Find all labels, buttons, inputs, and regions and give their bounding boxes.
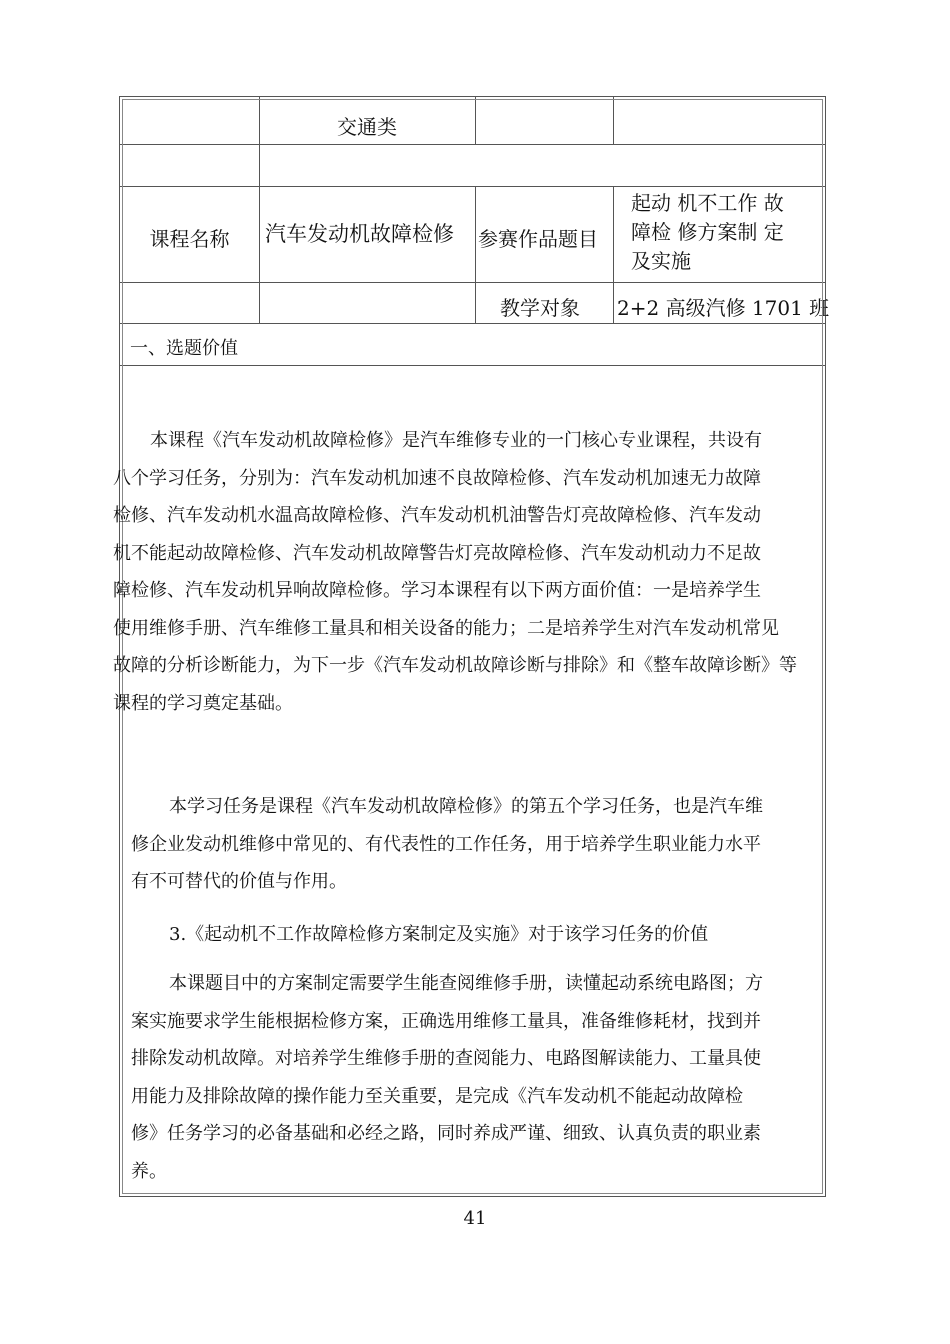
work-title-line: 及实施	[631, 249, 691, 273]
paragraph-task-value	[131, 788, 763, 901]
text-line: 机不能起动故障检修、汽车发动机故障警告灯亮故障检修、汽车发动机动力不足故	[113, 542, 761, 564]
teaching-target-value: 2+2 高级汽修 1701 班	[617, 296, 830, 320]
text-line: 养。	[131, 1160, 167, 1182]
category-cell: 交通类	[337, 115, 397, 139]
teaching-target-label: 教学对象	[500, 296, 580, 320]
work-title-label: 参赛作品题目	[478, 227, 598, 251]
row-divider	[120, 144, 825, 145]
text-line: 排除发动机故障。对培养学生维修手册的查阅能力、电路图解读能力、工量具使	[131, 1048, 761, 1069]
row-divider	[120, 282, 825, 283]
text-line: 修企业发动机维修中常见的、有代表性的工作任务，用于培养学生职业能力水平	[131, 833, 761, 855]
section-title: 一、选题价值	[130, 338, 238, 359]
text-line: 修》任务学习的必备基础和必经之路，同时养成严谨、细致、认真负责的职业素	[131, 1123, 761, 1144]
page-number: 41	[463, 1208, 487, 1229]
text-line: 使用维修手册、汽车维修工量具和相关设备的能力；二是培养学生对汽车发动机常见	[113, 617, 779, 639]
row-divider	[120, 323, 825, 324]
text-line: 检修、汽车发动机水温高故障检修、汽车发动机机油警告灯亮故障检修、汽车发动	[113, 505, 761, 526]
text-line: 有不可替代的价值与作用。	[131, 871, 347, 892]
work-title-line: 起动 机不工作 故	[631, 191, 784, 215]
column-divider	[475, 97, 476, 144]
text-line: 本学习任务是课程《汽车发动机故障检修》的第五个学习任务，也是汽车维	[169, 796, 763, 817]
subsection-heading: 3.《起动机不工作故障检修方案制定及实施》对于该学习任务的价值	[169, 924, 709, 945]
text-line: 用能力及排除故障的操作能力至关重要，是完成《汽车发动机不能起动故障检	[131, 1085, 743, 1107]
text-line: 案实施要求学生能根据检修方案，正确选用维修工量具，准备维修耗材，找到并	[131, 1010, 761, 1032]
column-divider	[613, 97, 614, 144]
row-divider	[120, 186, 825, 187]
text-line: 课程的学习奠定基础。	[113, 692, 293, 714]
work-title-line: 障检 修方案制 定	[631, 220, 784, 244]
column-divider	[475, 186, 476, 323]
work-title-value	[631, 189, 784, 276]
paragraph-course-value	[113, 422, 797, 722]
course-name-label: 课程名称	[149, 227, 230, 251]
row-divider	[120, 365, 825, 366]
paragraph-topic-value	[131, 965, 763, 1190]
text-line: 本课程《汽车发动机故障检修》是汽车维修专业的一门核心专业课程，共设有	[150, 430, 762, 451]
text-line: 八个学习任务，分别为：汽车发动机加速不良故障检修、汽车发动机加速无力故障	[113, 467, 761, 489]
text-line: 本课题目中的方案制定需要学生能查阅维修手册，读懂起动系统电路图；方	[169, 973, 763, 994]
text-line: 障检修、汽车发动机异响故障检修。学习本课程有以下两方面价值：一是培养学生	[113, 580, 761, 601]
column-divider	[613, 186, 614, 323]
course-name-value: 汽车发动机故障检修	[265, 222, 454, 246]
text-line: 故障的分析诊断能力，为下一步《汽车发动机故障诊断与排除》和《整车故障诊断》等	[113, 655, 797, 676]
